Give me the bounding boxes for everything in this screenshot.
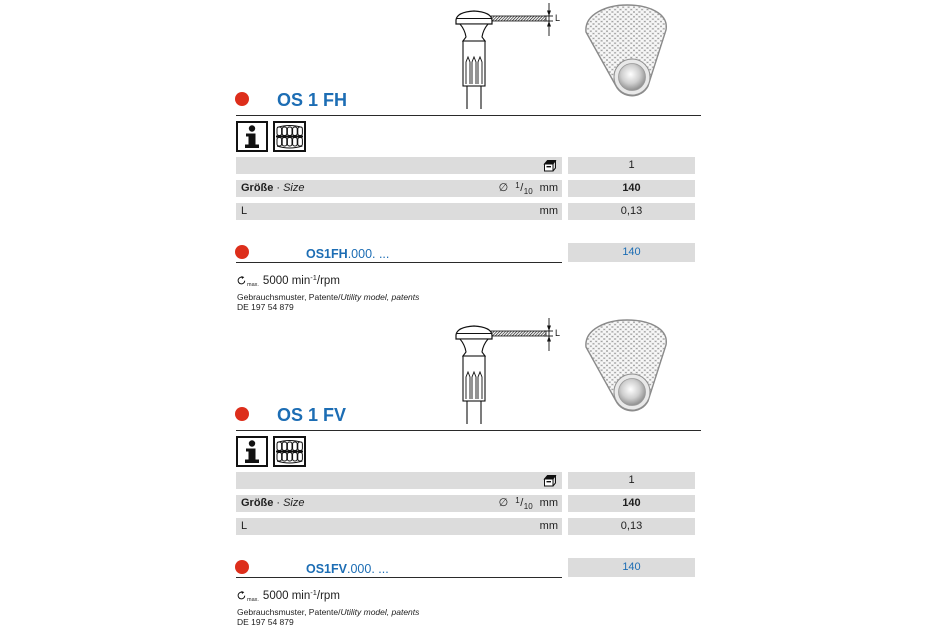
- order-code-suffix: .000. ...: [347, 562, 389, 576]
- product-block-os-1-fv: [0, 315, 950, 630]
- title-divider: [236, 115, 701, 116]
- order-code-prefix: OS1FV: [306, 562, 347, 576]
- size-unit: [499, 180, 558, 197]
- order-divider: [236, 262, 562, 263]
- speed-exponent: -1: [310, 588, 317, 597]
- fraction-denominator: 10: [523, 502, 533, 511]
- speed-value: 5000 min: [262, 590, 311, 602]
- perforated-disc-image: [580, 0, 672, 106]
- order-number: [306, 561, 389, 577]
- fraction-slash: /: [520, 497, 524, 509]
- patent-note: [237, 607, 419, 617]
- size-label-en: Size: [283, 182, 305, 194]
- length-row-value: 0,13: [568, 203, 695, 220]
- size-unit: [499, 495, 558, 512]
- length-unit: mm: [539, 205, 558, 217]
- size-label: [241, 495, 304, 512]
- pack-row-value: 1: [568, 157, 695, 174]
- length-row-value: 0,13: [568, 518, 695, 535]
- size-row-value: 140: [568, 495, 695, 512]
- drawing-dimension-label: L: [555, 13, 561, 23]
- order-red-dot-icon: [235, 560, 249, 574]
- mandrel-technical-drawing: [445, 315, 570, 425]
- fraction-denominator: 10: [523, 187, 533, 196]
- order-code-prefix: OS1FH: [306, 247, 348, 261]
- fraction-numerator: 1: [515, 181, 520, 190]
- length-row-label-cell: [236, 518, 562, 535]
- product-title: OS 1 FH: [277, 90, 348, 110]
- size-label-de: Größe: [241, 182, 274, 194]
- order-divider: [236, 577, 562, 578]
- size-label-separator: ·: [276, 497, 281, 509]
- patent-number: DE 197 54 879: [237, 302, 294, 312]
- info-icon: [236, 121, 268, 152]
- package-icon: [543, 159, 557, 172]
- order-code-suffix: .000. ...: [347, 247, 390, 261]
- length-unit: mm: [539, 520, 558, 532]
- product-title: OS 1 FV: [277, 405, 347, 425]
- mandrel-technical-drawing: [445, 0, 570, 110]
- max-speed: [237, 274, 340, 290]
- size-label: [241, 180, 304, 197]
- speed-qualifier: max.: [247, 597, 259, 603]
- patent-text-de: Gebrauchsmuster, Patente/: [237, 292, 341, 302]
- size-row-label-cell: [236, 180, 562, 197]
- size-row-value: 140: [568, 180, 695, 197]
- size-label-de: Größe: [241, 497, 274, 509]
- fraction-slash: /: [520, 182, 524, 194]
- size-unit-mm: mm: [539, 182, 558, 194]
- size-label-separator: ·: [276, 182, 281, 194]
- patent-text-en: Utility model, patents: [340, 607, 420, 617]
- max-speed: [237, 589, 340, 605]
- speed-qualifier: max.: [247, 282, 259, 288]
- pack-row-label-cell: [236, 472, 562, 489]
- patent-text-en: Utility model, patents: [340, 292, 420, 302]
- product-block-os-1-fh: [0, 0, 950, 315]
- patent-note: [237, 292, 419, 302]
- order-red-dot-icon: [235, 245, 249, 259]
- order-size-value: 140: [568, 243, 695, 262]
- order-number: [306, 246, 389, 262]
- diameter-symbol: ∅: [498, 497, 509, 509]
- speed-exponent: -1: [310, 273, 317, 282]
- package-icon: [543, 474, 557, 487]
- rotation-speed-icon: [237, 591, 246, 600]
- pack-row-label-cell: [236, 157, 562, 174]
- pack-row-value: 1: [568, 472, 695, 489]
- length-label: L: [241, 205, 248, 217]
- size-row-label-cell: [236, 495, 562, 512]
- length-label: L: [241, 520, 248, 532]
- diameter-symbol: ∅: [498, 182, 509, 194]
- perforated-disc-image: [580, 315, 672, 421]
- patent-text-de: Gebrauchsmuster, Patente/: [237, 607, 341, 617]
- size-unit-mm: mm: [539, 497, 558, 509]
- size-label-en: Size: [283, 497, 305, 509]
- speed-value: 5000 min: [262, 275, 311, 287]
- length-row-label-cell: [236, 203, 562, 220]
- red-dot-icon: [235, 92, 249, 106]
- title-divider: [236, 430, 701, 431]
- fraction-numerator: 1: [515, 496, 520, 505]
- dental-arch-icon: [273, 436, 306, 467]
- patent-number: DE 197 54 879: [237, 617, 294, 627]
- speed-unit: /rpm: [316, 275, 340, 287]
- speed-unit: /rpm: [316, 590, 340, 602]
- red-dot-icon: [235, 407, 249, 421]
- drawing-dimension-label: L: [555, 328, 561, 338]
- dental-arch-icon: [273, 121, 306, 152]
- rotation-speed-icon: [237, 276, 246, 285]
- order-size-value: 140: [568, 558, 695, 577]
- info-icon: [236, 436, 268, 467]
